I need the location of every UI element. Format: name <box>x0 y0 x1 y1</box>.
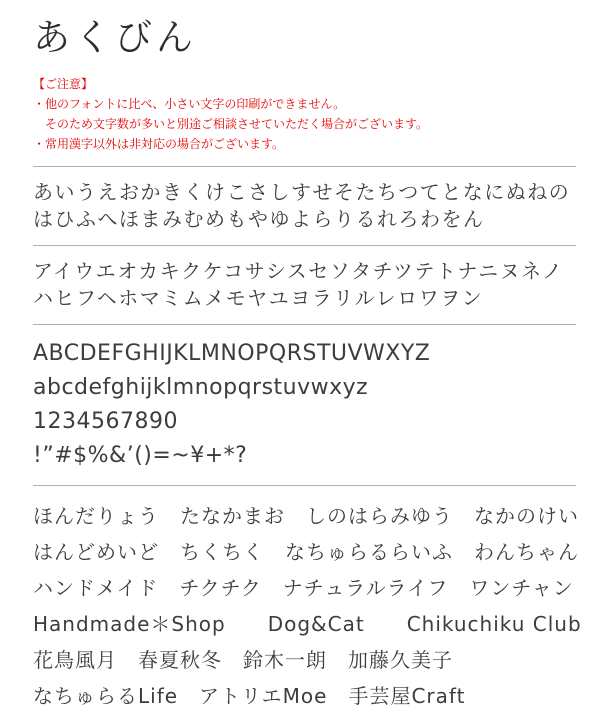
hiragana-section <box>33 179 576 233</box>
katakana-section <box>33 258 576 312</box>
divider <box>33 245 576 246</box>
hiragana-line-1: あいうえおかきくけこさしすせそたちつてとなにぬねの <box>33 180 571 205</box>
sample-row-words-latin: Handmade＊Shop Dog&Cat Chikuchiku Club <box>33 612 582 637</box>
katakana-line-1: アイウエオカキクケコサシスセソタチツテトナニヌネノ <box>33 259 564 284</box>
notice-line-2: そのため文字数が多いと別途ご相談させていただく場合がございます。 <box>33 117 429 132</box>
latin-uppercase-row: ABCDEFGHIJKLMNOPQRSTUVWXYZ <box>33 341 431 367</box>
notice-block <box>33 74 576 154</box>
latin-lowercase-row: abcdefghijklmnopqrstuvwxyz <box>33 375 369 401</box>
sample-row-names-hiragana: ほんだりょう たなかまお しのはらみゆう なかのけい <box>33 504 579 529</box>
divider <box>33 485 576 486</box>
page-title: あくびん <box>33 16 197 59</box>
katakana-line-2: ハヒフヘホマミムメモヤユヨラリルレロワヲン <box>33 286 484 311</box>
sample-row-words-mixed: なちゅらるLife アトリエMoe 手芸屋Craft <box>33 684 466 709</box>
latin-section <box>33 337 576 473</box>
sample-words-section <box>33 498 582 714</box>
latin-digits-row: 1234567890 <box>33 409 178 435</box>
sample-row-words-katakana: ハンドメイド チクチク ナチュラルライフ ワンチャン <box>33 576 574 601</box>
notice-line-1: ・他のフォントに比べ、小さい文字の印刷ができません。 <box>33 97 346 112</box>
notice-heading: 【ご注意】 <box>33 77 94 92</box>
sample-row-words-kanji: 花鳥風月 春夏秋冬 鈴木一朗 加藤久美子 <box>33 648 453 673</box>
divider <box>33 166 576 167</box>
latin-symbols-row: !”#$%&’()=~¥+*? <box>33 443 248 469</box>
notice-line-3: ・常用漢字以外は非対応の場合がございます。 <box>33 137 285 152</box>
hiragana-line-2: はひふへほまみむめもやゆよらりるれろわをん <box>33 207 485 232</box>
divider <box>33 324 576 325</box>
sample-row-words-hiragana: はんどめいど ちくちく なちゅらるらいふ わんちゃん <box>33 540 579 565</box>
